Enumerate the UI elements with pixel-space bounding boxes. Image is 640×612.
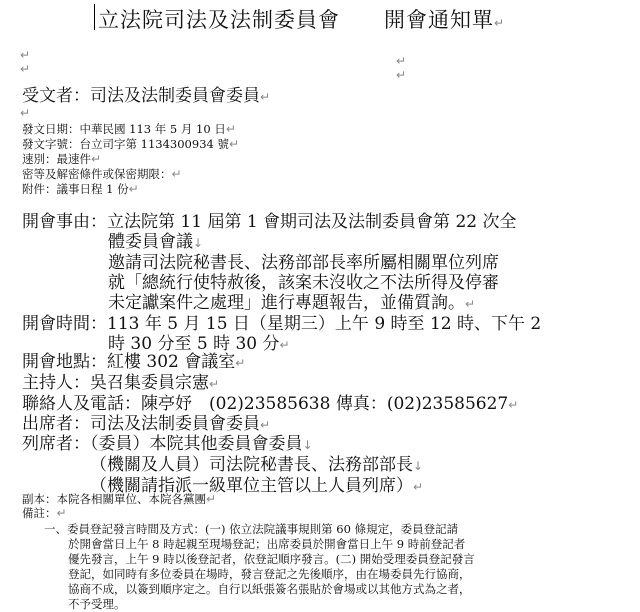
paragraph-mark: ↵ bbox=[20, 48, 31, 62]
observers-line: 列席者：（委員）本院其他委員會委員↓ bbox=[22, 434, 313, 454]
agenda-line: 開會事由：立法院第 11 屆第 1 會期司法及法制委員會第 22 次全 bbox=[22, 212, 517, 232]
paragraph-mark: ↵ bbox=[20, 62, 31, 76]
remarks bbox=[44, 522, 475, 612]
meeting-time bbox=[22, 314, 541, 355]
recipient: 受文者：司法及法制委員會委員↵ bbox=[22, 86, 271, 106]
remarks-line: 不予受理。 bbox=[68, 597, 126, 611]
remarks-label: 備註：↵ bbox=[22, 506, 67, 520]
remarks-line: 一、委員登記發言時間及方式：(一) 依立法院議事規則第 60 條規定，委員登記請 bbox=[44, 522, 459, 536]
host: 主持人：吳召集委員宗憲↵ bbox=[22, 373, 220, 393]
meta-speed: 速別：最速件↵ bbox=[22, 152, 102, 166]
meta-attachment: 附件：議事日程 1 份↵ bbox=[22, 182, 139, 196]
paragraph-mark: ↵ bbox=[20, 106, 31, 120]
paragraph-mark: ↵ bbox=[396, 54, 407, 68]
time-line: 開會時間：113 年 5 月 15 日（星期三）上午 9 時至 12 時、下午 2 bbox=[22, 314, 542, 334]
observers-line: （機關請指派一級單位主管以上人員列席）↵ bbox=[90, 476, 424, 496]
remarks-line: 登記，如同時有多位委員在場時，發言登記之先後順序，由在場委員先行協商， bbox=[68, 567, 471, 581]
attendees: 出席者：司法及法制委員會委員↵ bbox=[22, 414, 271, 434]
agenda-line: 未定讞案件之處理」進行專題報告，並備質詢。↵ bbox=[108, 293, 476, 313]
document-title: 立法院司法及法制委員會 開會通知單↵ bbox=[98, 8, 506, 32]
cc: 副本：本院各相關單位、本院各黨團↵ bbox=[22, 492, 217, 506]
meta-secrecy: 密等及解密條件或保密期限：↵ bbox=[22, 167, 182, 181]
observers-line: （機關及人員）司法院秘書長、法務部部長↓ bbox=[90, 455, 424, 475]
paragraph-mark: ↵ bbox=[396, 68, 407, 82]
time-line: 時 30 分至 5 時 30 分↵ bbox=[108, 334, 290, 354]
meeting-place: 開會地點：紅樓 302 會議室↵ bbox=[22, 352, 246, 372]
remarks-line: 優先發言，上午 9 時以後登記者，依登記順序發言。(二) 開始受理委員登記發言 bbox=[68, 552, 475, 566]
document-meta bbox=[22, 122, 239, 197]
observers bbox=[22, 434, 423, 497]
remarks-line: 於開會當日上午 8 時起親至現場登記；出席委員於開會當日上午 9 時前登記者 bbox=[68, 537, 466, 551]
agenda-line: 體委員會議↓ bbox=[108, 232, 204, 252]
agenda-section bbox=[22, 212, 517, 314]
meta-date: 發文日期：中華民國 113 年 5 月 10 日↵ bbox=[22, 122, 236, 136]
meta-number: 發文字號：台立司字第 1134300934 號↵ bbox=[22, 137, 240, 151]
agenda-line: 邀請司法院秘書長、法務部部長率所屬相關單位列席 bbox=[108, 253, 499, 273]
remarks-line: 協商不成，以簽到順序定之。自行以紙張簽名張貼於會場或以其他方式為之者， bbox=[68, 582, 471, 596]
text-cursor bbox=[94, 4, 95, 30]
agenda-line: 就「總統行使特赦後，該案未沒收之不法所得及停審 bbox=[108, 273, 499, 293]
contact: 聯絡人及電話：陳亭妤 (02)23585638 傳真：(02)23585627↵ bbox=[22, 394, 519, 414]
